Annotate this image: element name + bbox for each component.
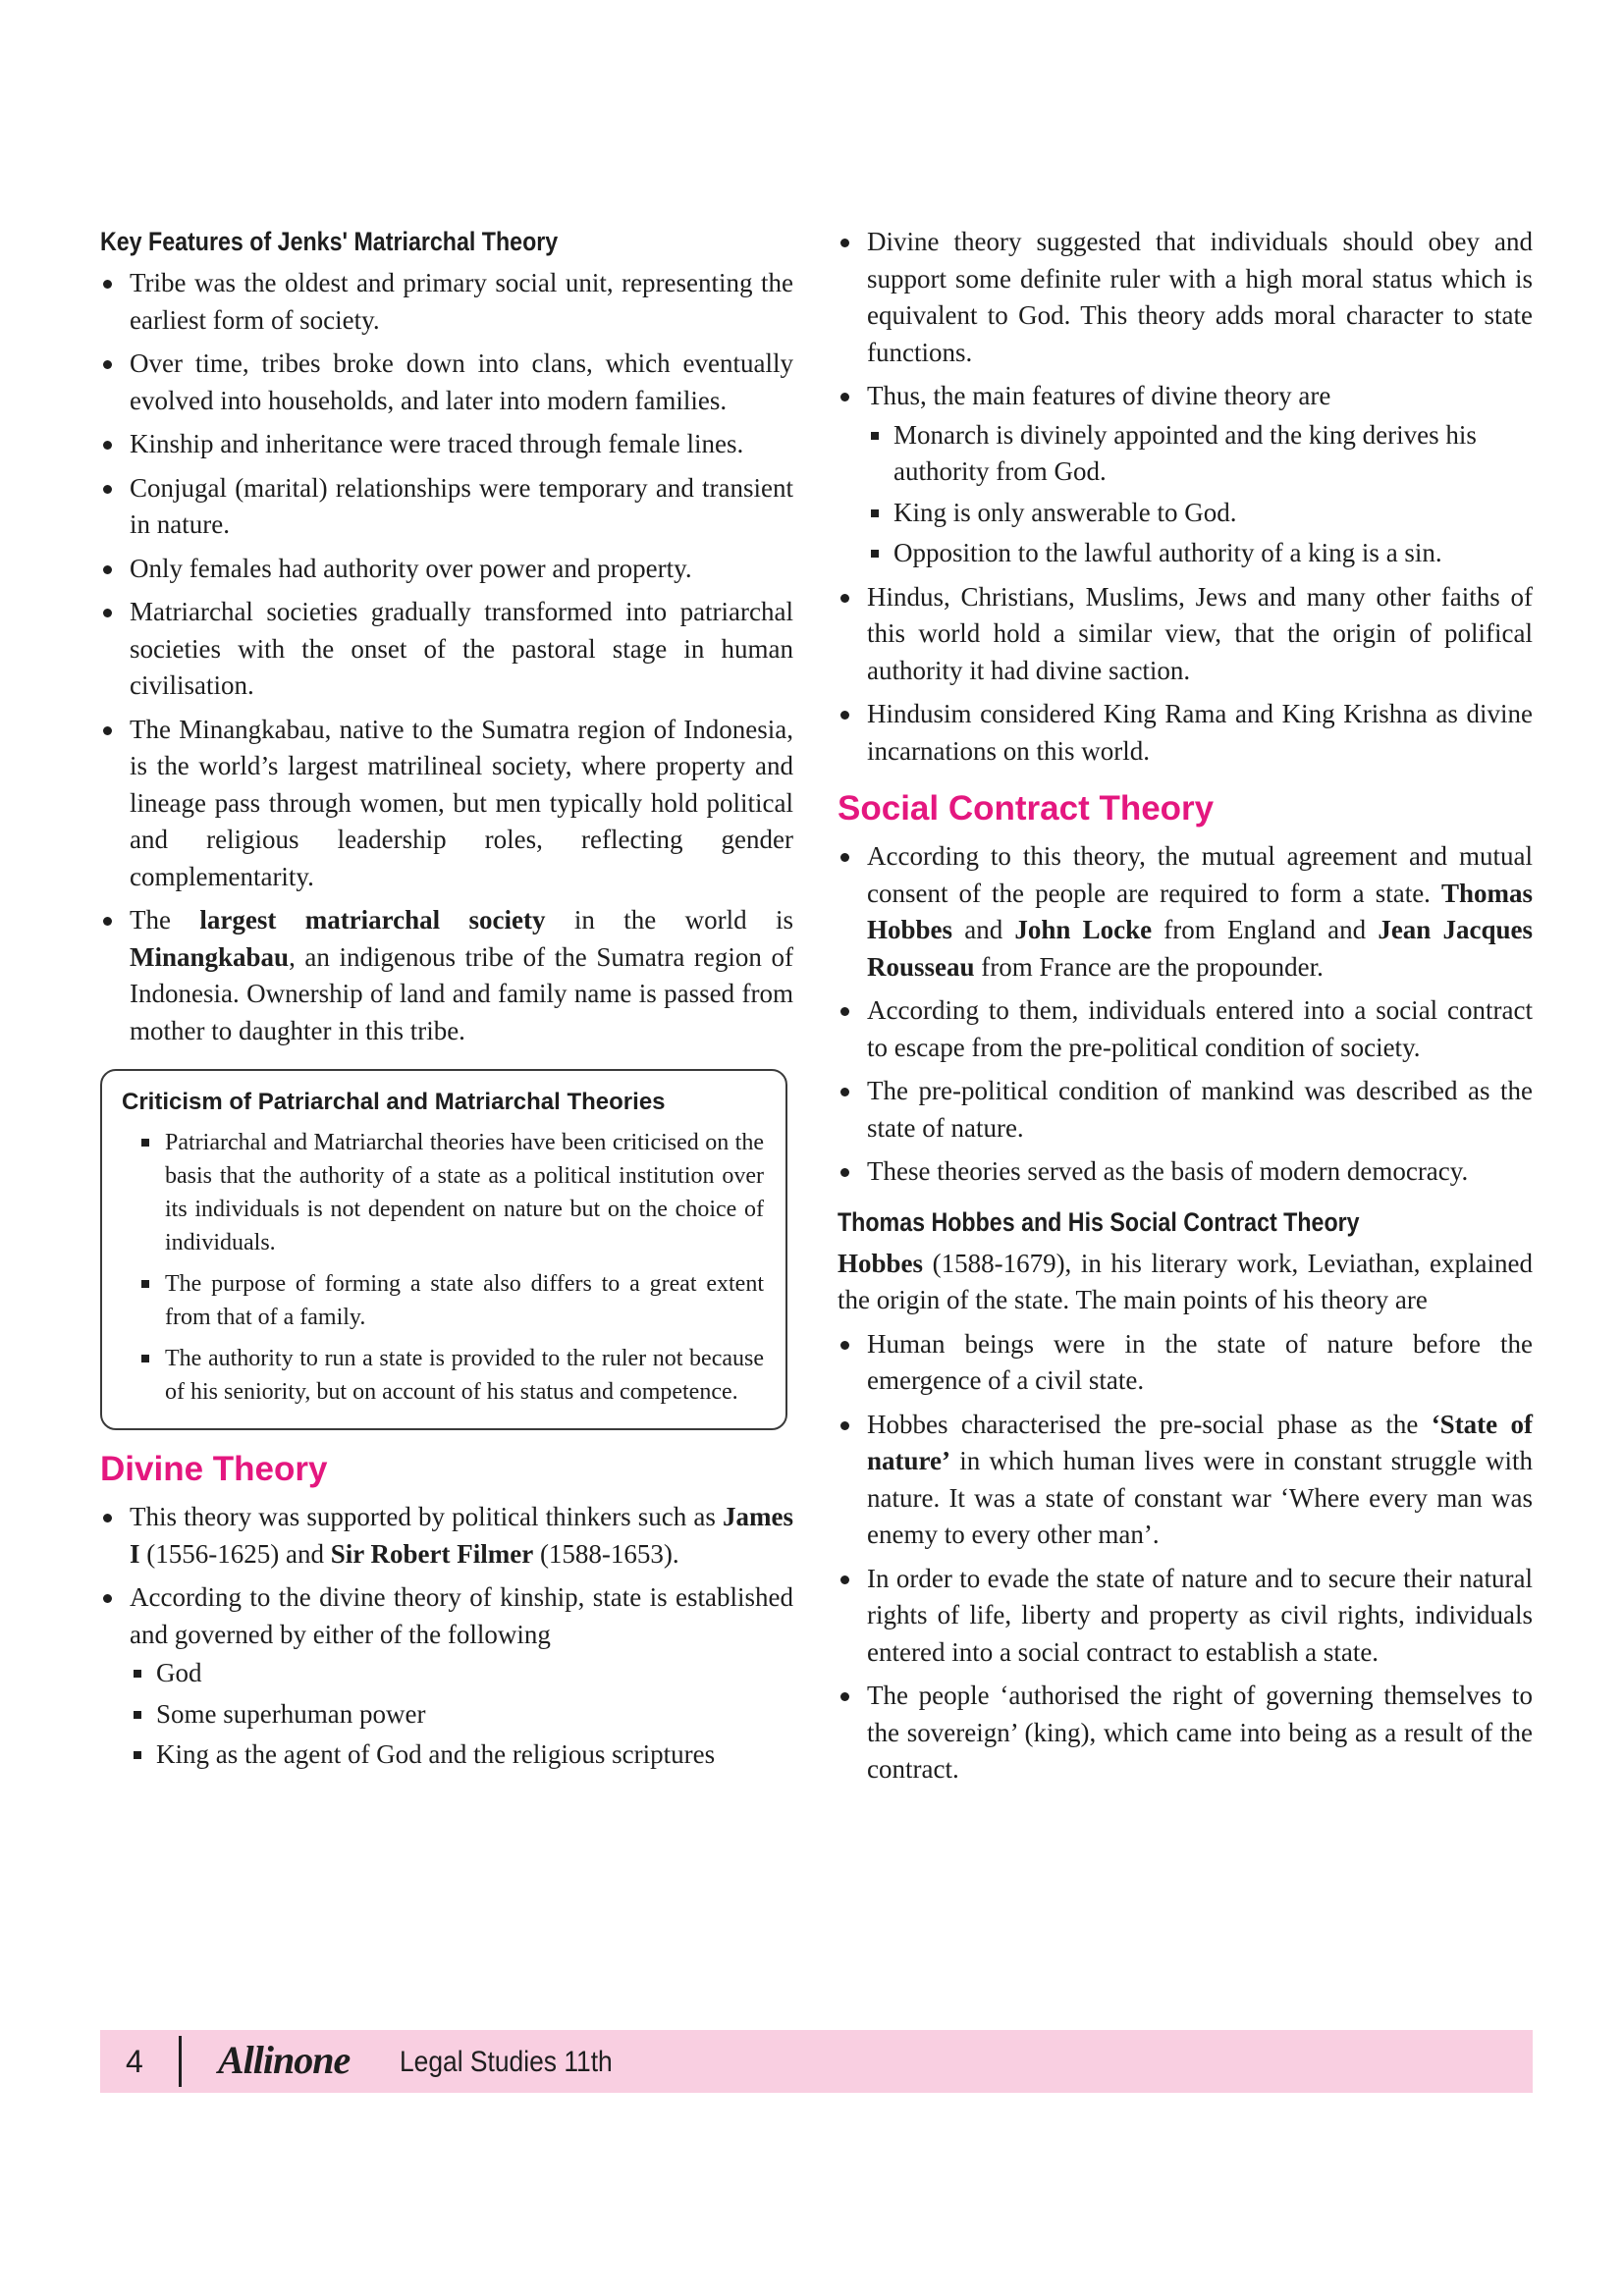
hobbes-heading: Thomas Hobbes and His Social Contract Theory: [838, 1206, 1360, 1237]
list-item: Tribe was the oldest and primary social unit, representing the earliest form of society.: [100, 265, 793, 339]
criticism-list: [122, 1126, 764, 1409]
hobbes-intro: Hobbes (1588-1679), in his literary work, Leviathan, explained the origin of the state. The main points of his theory are: [838, 1248, 1533, 1314]
list-item: Matriarchal societies gradually transformed into patriarchal societies with the onset of the pastoral stage in human civilisation.: [100, 594, 793, 705]
list-item: King as the agent of God and the religious scriptures: [130, 1736, 793, 1774]
list-item: Patriarchal and Matriarchal theories have been criticised on the basis that the authority of a state as a political institution over its individuals is not dependent on nature but on the choice of individuals.: [122, 1126, 764, 1259]
list-item: Kinship and inheritance were traced through female lines.: [100, 426, 793, 463]
list-item: Human beings were in the state of nature before the emergence of a civil state.: [838, 1326, 1533, 1400]
right-column: [838, 224, 1533, 1795]
list-item: In order to evade the state of nature and to secure their natural rights of life, liberty and property as civil rights, individuals entered into a social contract to establish a state.: [838, 1561, 1533, 1672]
left-column: [100, 224, 793, 1781]
divine-list: [100, 1499, 793, 1774]
list-item: Monarch is divinely appointed and the king derives his authority from God.: [867, 417, 1533, 491]
list-item: Hobbes characterised the pre-social phase as the ‘State of nature’ in which human lives were in constant struggle with nature. It was a state of constant war ‘Where every man was enemy to every other man’.: [838, 1407, 1533, 1554]
list-item: King is only answerable to God.: [867, 495, 1533, 532]
list-item: This theory was supported by political thinkers such as James I (1556-1625) and Sir Robert Filmer (1588-1653).: [100, 1499, 793, 1573]
list-item: Divine theory suggested that individuals should obey and support some definite ruler with a high moral status which is equivalent to God. This theory adds moral character to state functions.: [838, 224, 1533, 371]
jenks-heading: Key Features of Jenks' Matriarchal Theory: [100, 227, 559, 256]
list-item: God: [130, 1655, 793, 1692]
list-item: Some superhuman power: [130, 1696, 793, 1734]
list-item: These theories served as the basis of modern democracy.: [838, 1153, 1533, 1191]
list-item: The pre-political condition of mankind was described as the state of nature.: [838, 1073, 1533, 1147]
list-item: The purpose of forming a state also differs to a great extent from that of a family.: [122, 1267, 764, 1334]
list-item: Hindusim considered King Rama and King Krishna as divine incarnations on this world.: [838, 696, 1533, 770]
brand-logo: Allinone: [218, 2038, 351, 2082]
hobbes-list: [838, 1326, 1533, 1789]
list-item: The authority to run a state is provided to the ruler not because of his seniority, but on account of his status and competence.: [122, 1342, 764, 1409]
list-item: Opposition to the lawful authority of a king is a sin.: [867, 535, 1533, 572]
footer-divider: [179, 2036, 182, 2087]
criticism-box: [100, 1069, 787, 1430]
list-item: According to this theory, the mutual agreement and mutual consent of the people are required to form a state. Thomas Hobbes and John Locke from England and Jean Jacques Rousseau from France are the propounder.: [838, 838, 1533, 986]
list-item: According to the divine theory of kinship, state is established and governed by either of the following God Some superhuman power King as the agent of God and the religious scriptures: [100, 1579, 793, 1774]
list-item: The people ‘authorised the right of governing themselves to the sovereign’ (king), which came into being as a result of the contract.: [838, 1678, 1533, 1789]
list-item: The Minangkabau, native to the Sumatra region of Indonesia, is the world’s largest matrilineal society, where property and lineage pass through women, but men typically hold political and religious leadership roles, reflecting gender complementarity.: [100, 712, 793, 896]
page-footer: [100, 2030, 1533, 2093]
list-item: Thus, the main features of divine theory are Monarch is divinely appointed and the king derives his authority from God. King is only answerable to God. Opposition to the lawful authority of a king is a sin.: [838, 378, 1533, 572]
page-number: 4: [126, 2044, 143, 2079]
list-item: Hindus, Christians, Muslims, Jews and many other faiths of this world hold a similar view, that the origin of polifical authority it had divine saction.: [838, 579, 1533, 690]
list-item: According to them, individuals entered into a social contract to escape from the pre-political condition of society.: [838, 992, 1533, 1066]
criticism-title: Criticism of Patriarchal and Matriarchal Theories: [122, 1089, 666, 1115]
divine-features-list: [867, 417, 1533, 572]
divine-theory-title: Divine Theory: [100, 1450, 328, 1488]
jenks-list: [100, 265, 793, 1049]
list-item: Conjugal (marital) relationships were temporary and transient in nature.: [100, 470, 793, 544]
book-title: Legal Studies 11th: [400, 2046, 613, 2078]
divine-continued-list: [838, 224, 1533, 770]
social-list: [838, 838, 1533, 1191]
list-item: The largest matriarchal society in the world is Minangkabau, an indigenous tribe of the Sumatra region of Indonesia. Ownership of land and family name is passed from mother to daughter in this tribe.: [100, 902, 793, 1049]
governors-list: [130, 1655, 793, 1774]
social-contract-title: Social Contract Theory: [838, 789, 1215, 828]
list-item: Over time, tribes broke down into clans, which eventually evolved into households, and later into modern families.: [100, 346, 793, 419]
list-item: Only females had authority over power and property.: [100, 551, 793, 588]
